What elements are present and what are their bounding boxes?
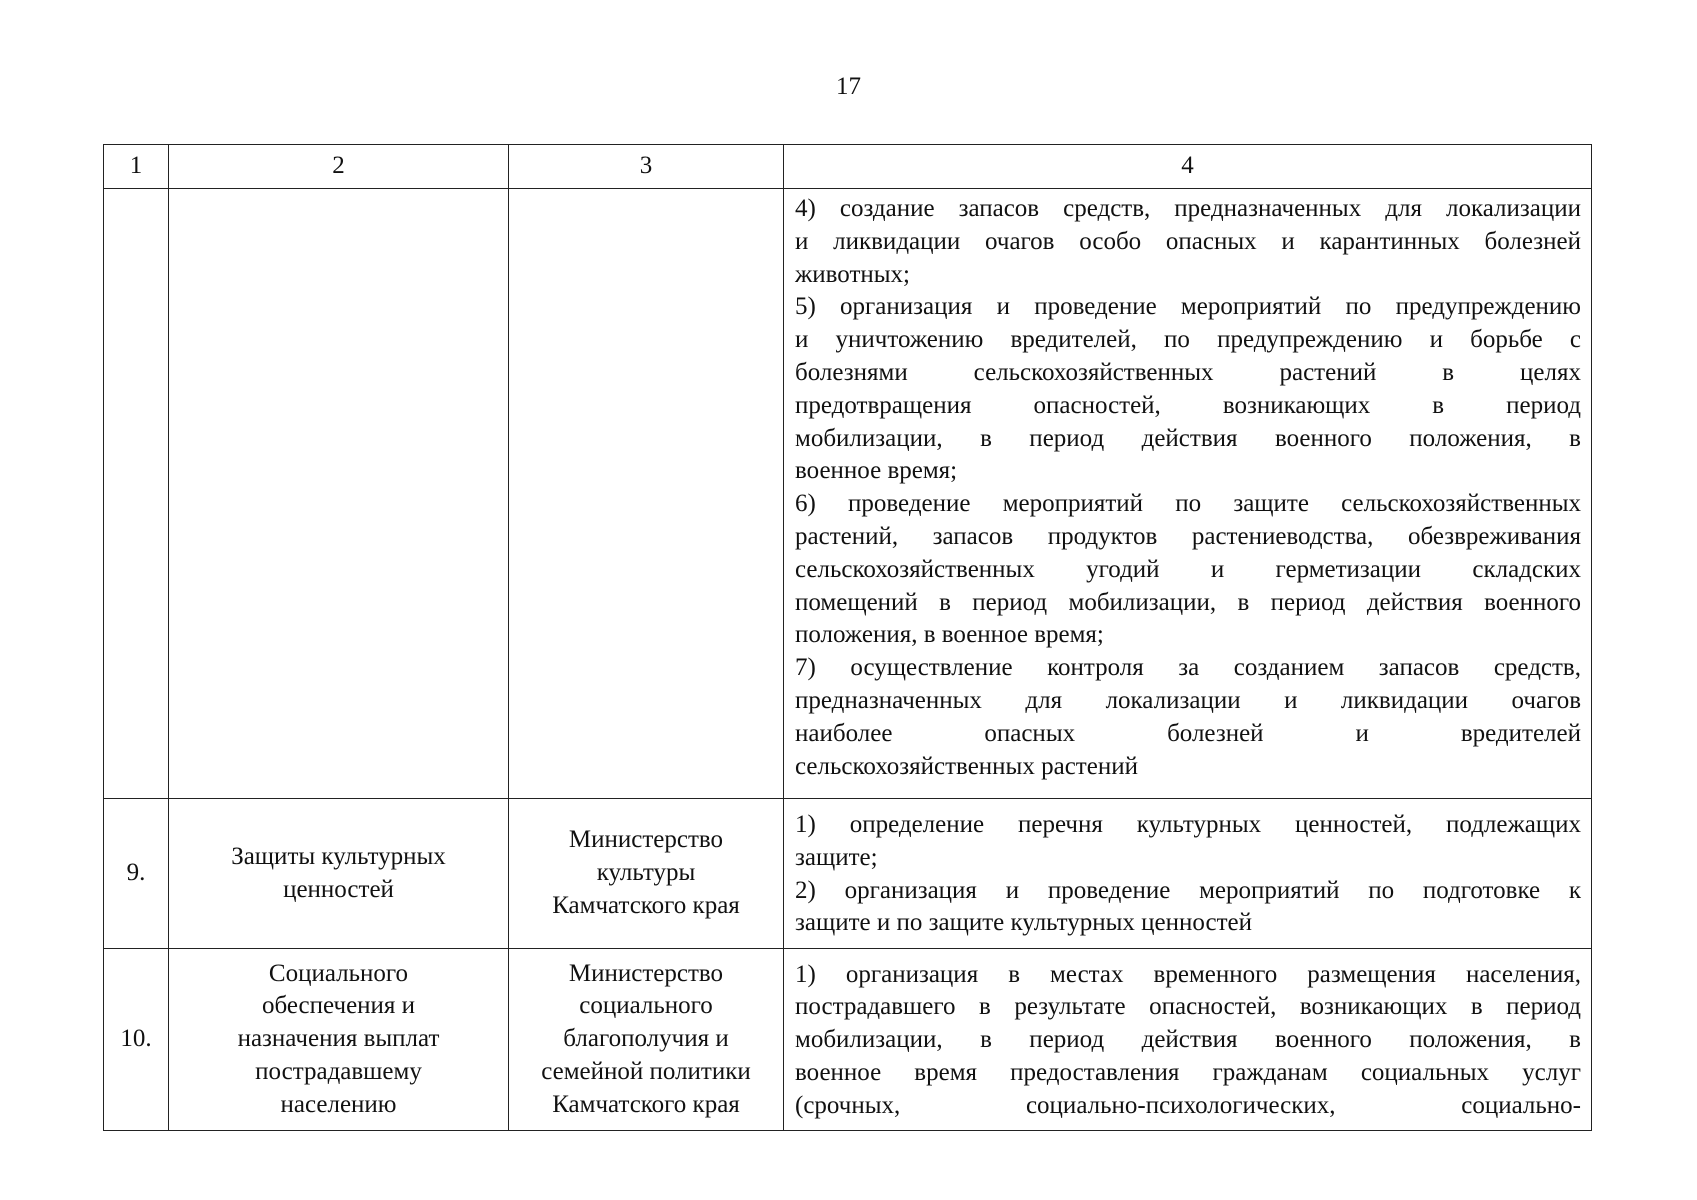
ministry-line: социального xyxy=(579,992,713,1020)
duty-line: и ликвидации очагов особо опасных и карантинных болезней xyxy=(795,227,1581,255)
duty-line: защите; xyxy=(795,843,878,871)
duty-line: предназначенных для локализации и ликвидации очагов xyxy=(795,686,1581,714)
duty-line: 7) осуществление контроля за созданием запасов средств, xyxy=(795,654,1581,682)
row-ministry-cell xyxy=(509,799,784,949)
duty-line: животных; xyxy=(795,260,911,288)
duty-line: помещений в период мобилизации, в период действия военного xyxy=(795,588,1581,616)
duty-line: военное время; xyxy=(795,457,958,485)
row-number-cell: 9. xyxy=(104,799,169,949)
name-line: обеспечения и xyxy=(261,992,416,1020)
duty-line: 6) проведение мероприятий по защите сельскохозяйственных xyxy=(795,490,1581,518)
duty-line: 1) организация в местах временного размещения населения, xyxy=(795,960,1581,988)
name-line: населению xyxy=(280,1090,397,1118)
header-cell: 1 xyxy=(104,145,169,189)
duty-line: предотвращения опасностей, возникающих в период xyxy=(795,391,1581,419)
duty-line: мобилизации, в период действия военного положения, в xyxy=(795,424,1581,452)
row-duties-cell xyxy=(784,949,1592,1131)
ministry-line: Камчатского края xyxy=(552,1090,740,1118)
duty-line: сельскохозяйственных растений xyxy=(795,752,1138,780)
row-name-cell xyxy=(169,949,509,1131)
ministry-line: Камчатского края xyxy=(552,891,740,919)
row-duties-cell xyxy=(784,189,1592,799)
duty-line: положения, в военное время; xyxy=(795,621,1104,649)
table-header-row xyxy=(104,145,1592,189)
duty-line: мобилизации, в период действия военного положения, в xyxy=(795,1026,1581,1054)
ministry-line: Министерство xyxy=(568,959,724,987)
row-ministry-cell xyxy=(509,189,784,799)
functions-table xyxy=(103,144,1592,1131)
header-cell: 4 xyxy=(784,145,1592,189)
row-duties-cell xyxy=(784,799,1592,949)
duty-line: 1) определение перечня культурных ценностей, подлежащих xyxy=(795,810,1581,838)
duty-line: 4) создание запасов средств, предназначенных для локализации xyxy=(795,195,1581,222)
duty-line: наиболее опасных болезней и вредителей xyxy=(795,719,1581,747)
name-line: пострадавшему xyxy=(255,1057,422,1085)
duty-line: защите и по защите культурных ценностей xyxy=(795,909,1252,937)
duty-line: и уничтожению вредителей, по предупреждению и борьбе с xyxy=(795,326,1581,354)
name-line: Социального xyxy=(268,959,409,987)
header-cell: 3 xyxy=(509,145,784,189)
table-row xyxy=(104,189,1592,799)
ministry-line: благополучия и xyxy=(563,1025,729,1053)
ministry-line: Министерство xyxy=(568,826,724,854)
name-line: Защиты культурных xyxy=(231,842,446,870)
row-number-cell: 10. xyxy=(104,949,169,1131)
table-row xyxy=(104,949,1592,1131)
duty-line: пострадавшего в результате опасностей, возникающих в период xyxy=(795,993,1581,1021)
row-name-cell xyxy=(169,189,509,799)
table-row xyxy=(104,799,1592,949)
page-number: 17 xyxy=(836,73,861,100)
ministry-line: культуры xyxy=(596,859,696,887)
header-cell: 2 xyxy=(169,145,509,189)
row-name-cell xyxy=(169,799,509,949)
duty-line: сельскохозяйственных угодий и герметизации складских xyxy=(795,555,1581,583)
duty-line: военное время предоставления гражданам социальных услуг xyxy=(795,1058,1581,1086)
duty-line: (срочных, социально-психологических, социально- xyxy=(795,1091,1581,1119)
row-ministry-cell xyxy=(509,949,784,1131)
duty-line: растений, запасов продуктов растениеводства, обезвреживания xyxy=(795,522,1581,550)
row-number-cell xyxy=(104,189,169,799)
duty-line: болезнями сельскохозяйственных растений в целях xyxy=(795,358,1581,386)
duty-line: 5) организация и проведение мероприятий по предупреждению xyxy=(795,293,1581,321)
ministry-line: семейной политики xyxy=(541,1057,751,1085)
name-line: ценностей xyxy=(283,875,394,903)
duty-line: 2) организация и проведение мероприятий по подготовке к xyxy=(795,876,1581,904)
name-line: назначения выплат xyxy=(237,1025,440,1053)
